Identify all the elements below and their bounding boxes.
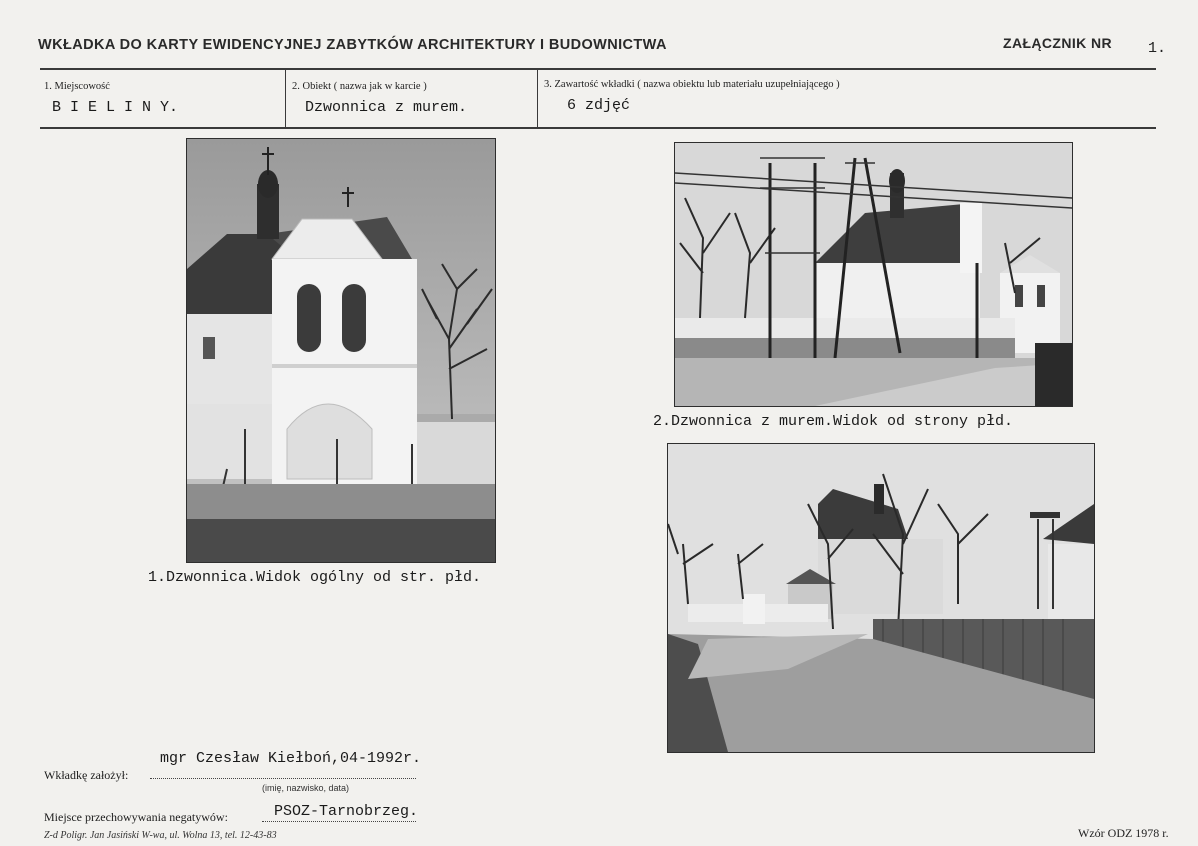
author-typed-value: mgr Czesław Kiełboń,04-1992r. — [160, 750, 422, 767]
contents-label: 3. Zawartość wkładki ( nazwa obiektu lub materiału uzupełniającego ) — [544, 79, 840, 90]
object-label: 2. Obiekt ( nazwa jak w karcie ) — [292, 81, 427, 92]
wall-photo-image — [675, 143, 1072, 406]
annex-label: ZAŁĄCZNIK NR — [1003, 35, 1113, 51]
author-dotted-line — [150, 778, 416, 779]
locality-value: B I E L I N Y. — [52, 99, 179, 116]
header-divider-2 — [537, 69, 538, 128]
printer-imprint: Z-d Poligr. Jan Jasiński W-wa, ul. Wolna 13, tel. 12-43-83 — [44, 830, 277, 841]
belfry-photo-image — [187, 139, 495, 562]
photo-belfry-with-wall — [674, 142, 1073, 407]
storage-dotted-line — [262, 821, 416, 822]
road-photo-image — [668, 444, 1094, 752]
form-title: WKŁADKA DO KARTY EWIDENCYJNEJ ZABYTKÓW ARCHITEKTURY I BUDOWNICTWA — [38, 37, 667, 53]
contents-value: 6 zdjęć — [567, 97, 631, 114]
photo-belfry-general-view — [186, 138, 496, 563]
object-value: Dzwonnica z murem. — [305, 99, 468, 116]
storage-label: Miejsce przechowywania negatywów: — [44, 810, 228, 824]
author-hint: (imię, nazwisko, data) — [262, 783, 350, 793]
locality-label: 1. Miejscowość — [44, 81, 110, 92]
header-top-rule — [40, 68, 1156, 70]
storage-typed-value: PSOZ-Tarnobrzeg. — [274, 803, 419, 820]
annex-number: 1. — [1148, 40, 1167, 57]
photo-1-caption: 1.Dzwonnica.Widok ogólny od str. płd. — [148, 569, 482, 586]
header-divider-1 — [285, 69, 286, 128]
header-bottom-rule — [40, 127, 1156, 129]
form-code: Wzór ODZ 1978 r. — [1078, 826, 1169, 840]
photo-2-caption: 2.Dzwonnica z murem.Widok od strony płd. — [653, 413, 1014, 430]
photo-road-view — [667, 443, 1095, 753]
author-label: Wkładkę założył: — [44, 768, 129, 782]
